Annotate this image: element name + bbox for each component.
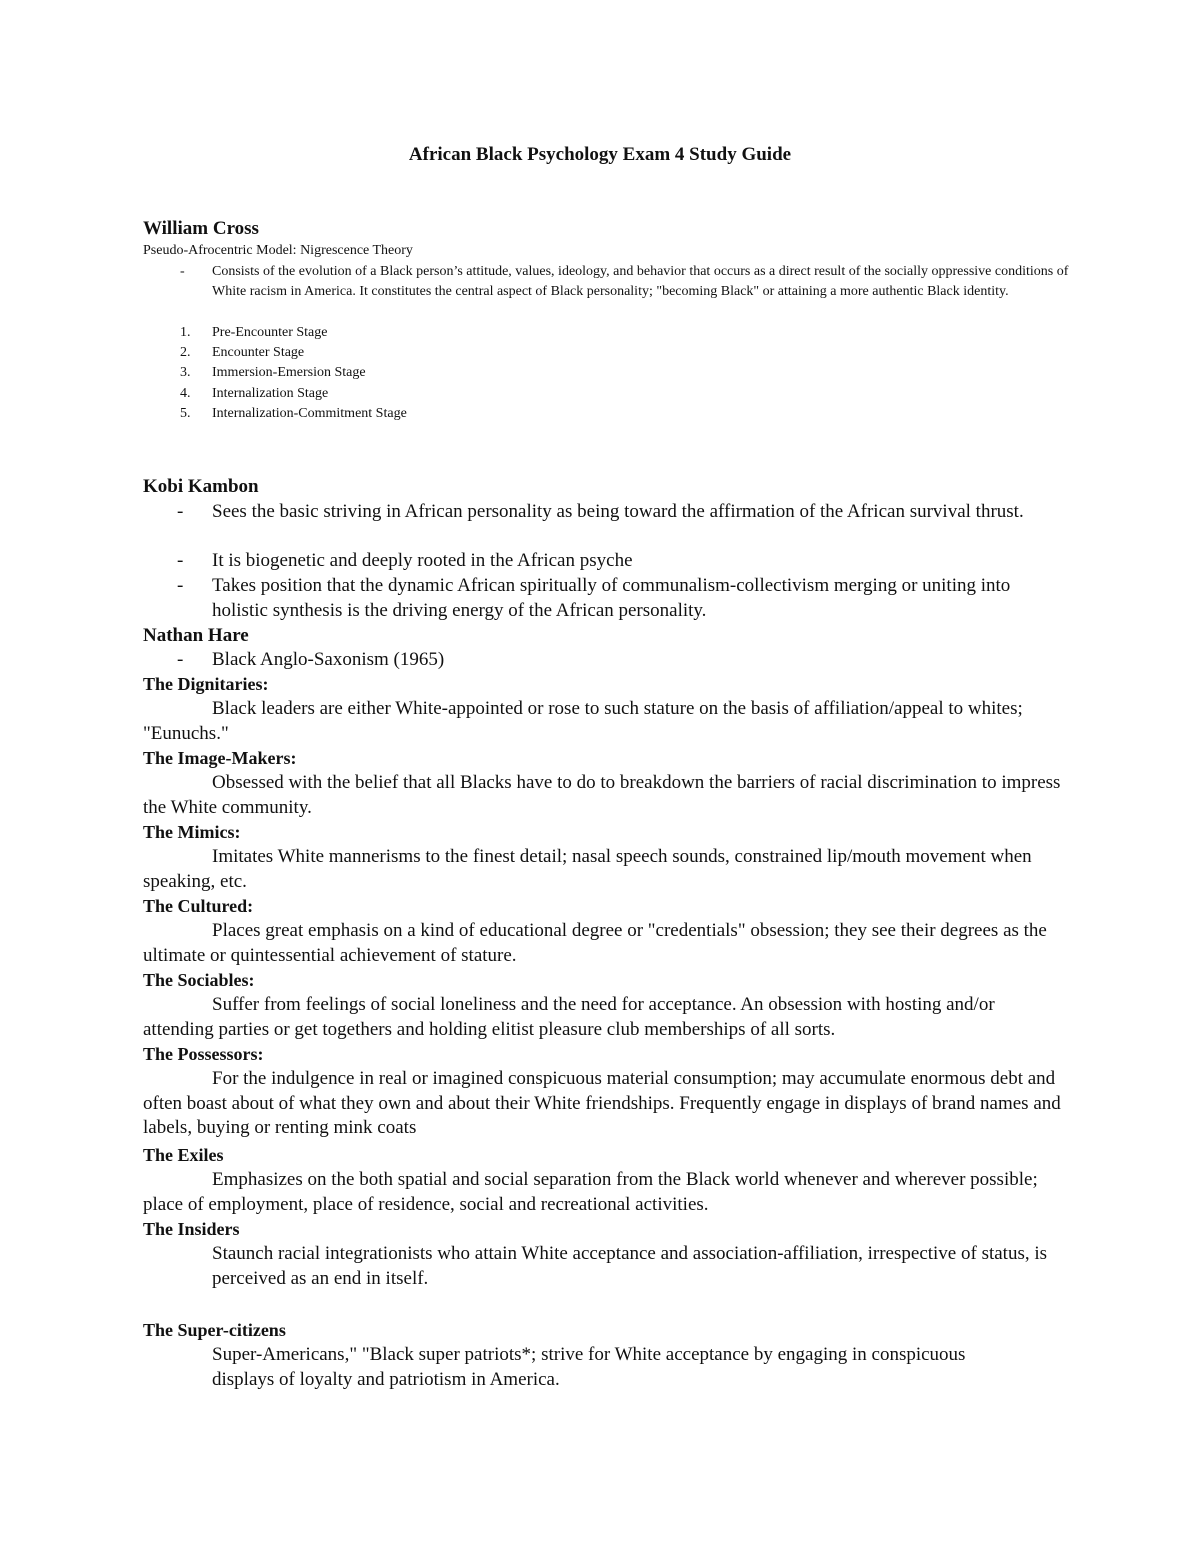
kambon-bullet <box>177 500 1062 525</box>
type-text-image-makers: Obsessed with the belief that all Blacks have to do to breakdown the barriers of racial discrimination to impress the White community. <box>143 772 1061 818</box>
stage-number: 4. <box>180 386 191 401</box>
stage-label: Internalization Stage <box>212 386 329 401</box>
stage-number: 1. <box>180 325 191 340</box>
stage-label: Encounter Stage <box>212 345 305 360</box>
type-heading-sociables: The Sociables: <box>143 970 255 990</box>
page-title: African Black Psychology Exam 4 Study Guide <box>408 144 792 165</box>
heading-kobi-kambon: Kobi Kambon <box>143 476 259 497</box>
stage-item <box>180 343 305 363</box>
bullet-marker: - <box>177 550 184 571</box>
type-text-dignitaries: Black leaders are either White-appointed or rose to such stature on the basis of affiliation/appeal to whites; "Eunuchs." <box>143 698 1023 744</box>
stage-number: 5. <box>180 406 191 421</box>
kambon-bullet <box>177 574 1062 623</box>
stage-item <box>180 363 366 383</box>
hare-bullet <box>177 648 445 673</box>
cross-bullet-text: Consists of the evolution of a Black person’s attitude, values, ideology, and behavior that occurs as a direct result of the socially oppressive conditions of White racism in America. It constitutes the central aspect of Black personality; "becoming Black" or attaining a more authentic Black identity. <box>212 264 1069 300</box>
cross-bullet <box>180 262 1072 302</box>
type-heading-mimics: The Mimics: <box>143 822 241 842</box>
type-heading-insiders: The Insiders <box>143 1219 240 1239</box>
type-text-exiles: Emphasizes on the both spatial and social separation from the Black world whenever and wherever possible; place of employment, place of residence, social and recreational activities. <box>143 1169 1038 1215</box>
bullet-marker: - <box>177 501 184 522</box>
bullet-marker: - <box>177 649 184 670</box>
stage-number: 2. <box>180 345 191 360</box>
kambon-bullet <box>177 549 1062 574</box>
stage-item <box>180 384 329 404</box>
stage-label: Immersion-Emersion Stage <box>212 365 366 380</box>
type-heading-cultured: The Cultured: <box>143 896 254 916</box>
nigrescence-subheading: Pseudo-Afrocentric Model: Nigrescence Theory <box>143 243 413 258</box>
type-text-cultured: Places great emphasis on a kind of educational degree or "credentials" obsession; they see their degrees as the ultimate or quintessential achievement of stature. <box>143 920 1047 966</box>
stage-label: Internalization-Commitment Stage <box>212 406 407 421</box>
hare-bullet-text: Black Anglo-Saxonism (1965) <box>212 649 445 670</box>
stage-item <box>180 323 328 343</box>
type-heading-image-makers: The Image-Makers: <box>143 748 297 768</box>
type-text-insiders: Staunch racial integrationists who attain White acceptance and association-affiliation, irrespective of status, is perceived as an end in itself. <box>212 1243 1048 1289</box>
type-heading-exiles: The Exiles <box>143 1145 224 1165</box>
type-text-sociables: Suffer from feelings of social loneliness and the need for acceptance. An obsession with hosting and/or attending parties or get togethers and holding elitist pleasure club memberships of all sorts. <box>143 994 995 1040</box>
type-text-possessors: For the indulgence in real or imagined conspicuous material consumption; may accumulate enormous debt and often boast about of what they own and about their White friendships. Frequently engage in displays of brand names and labels, buying or renting mink coats <box>143 1068 1061 1138</box>
type-text-super-citizens: Super-Americans," "Black super patriots*; strive for White acceptance by engaging in conspicuous displays of loyalty and patriotism in America. <box>212 1344 966 1390</box>
heading-william-cross: William Cross <box>143 218 259 239</box>
type-heading-dignitaries: The Dignitaries: <box>143 674 269 694</box>
stage-item <box>180 404 407 424</box>
type-heading-possessors: The Possessors: <box>143 1044 264 1064</box>
type-heading-super-citizens: The Super-citizens <box>143 1320 286 1340</box>
kambon-bullet-text: It is biogenetic and deeply rooted in the African psyche <box>212 550 633 571</box>
kambon-bullet-text: Takes position that the dynamic African spiritually of communalism-collectivism merging or uniting into holistic synthesis is the driving energy of the African personality. <box>212 575 1011 621</box>
stage-number: 3. <box>180 365 191 380</box>
heading-nathan-hare: Nathan Hare <box>143 625 249 646</box>
stage-label: Pre-Encounter Stage <box>212 325 328 340</box>
bullet-marker: - <box>180 264 185 279</box>
bullet-marker: - <box>177 575 184 596</box>
type-text-mimics: Imitates White mannerisms to the finest detail; nasal speech sounds, constrained lip/mouth movement when speaking, etc. <box>143 846 1032 892</box>
kambon-bullet-text: Sees the basic striving in African personality as being toward the affirmation of the African survival thrust. <box>212 501 1024 522</box>
